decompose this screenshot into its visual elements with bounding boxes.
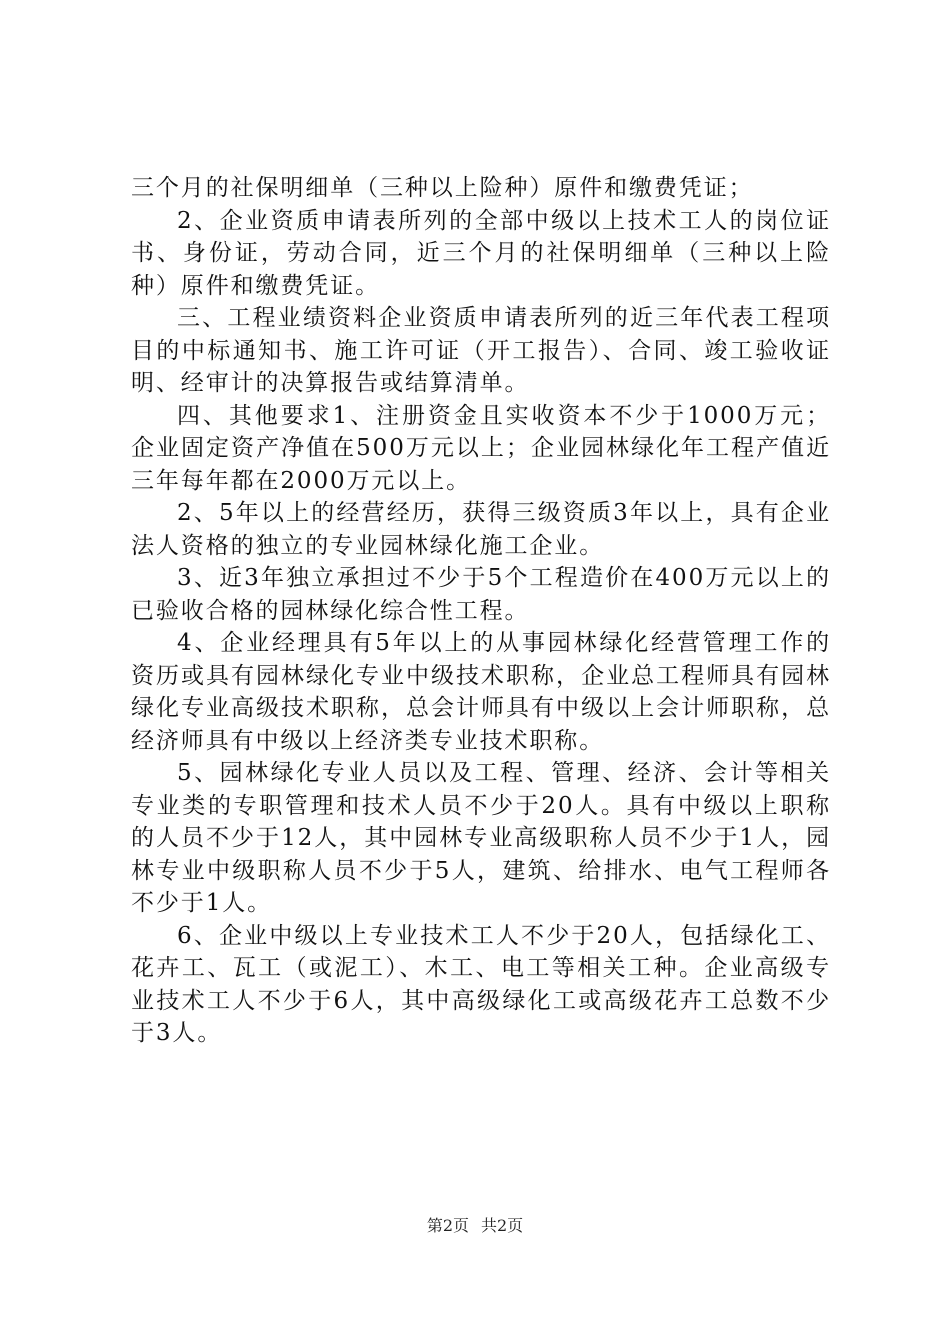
paragraph: 2、企业资质申请表所列的全部中级以上技术工人的岗位证书、身份证，劳动合同，近三个月的社保明细单（三种以上险种）原件和缴费凭证。 (131, 207, 831, 299)
page-total: 共2页 (481, 1216, 524, 1235)
page-number: 第2页 (426, 1216, 469, 1235)
paragraph: 四、其他要求1、注册资金且实收资本不少于1000万元；企业固定资产净值在500万元以上；企业园林绿化年工程产值近三年每年都在2000万元以上。 (131, 402, 831, 494)
paragraph: 2、5年以上的经营经历，获得三级资质3年以上，具有企业法人资格的独立的专业园林绿化施工企业。 (131, 500, 831, 559)
document-body (131, 172, 831, 1050)
paragraph: 3、近3年独立承担过不少于5个工程造价在400万元以上的已验收合格的园林绿化综合性工程。 (131, 565, 831, 624)
paragraph: 4、企业经理具有5年以上的从事园林绿化经营管理工作的资历或具有园林绿化专业中级技术职称，企业总工程师具有园林绿化专业高级技术职称，总会计师具有中级以上会计师职称，总经济师具有中级以上经济类专业技术职称。 (131, 630, 831, 754)
paragraph: 6、企业中级以上专业技术工人不少于20人，包括绿化工、花卉工、瓦工（或泥工）、木工、电工等相关工种。企业高级专业技术工人不少于6人，其中高级绿化工或高级花卉工总数不少于3人。 (131, 922, 831, 1046)
page-footer (0, 1213, 950, 1236)
paragraph: 5、园林绿化专业人员以及工程、管理、经济、会计等相关专业类的专职管理和技术人员不少于20人。具有中级以上职称的人员不少于12人，其中园林专业高级职称人员不少于1人，园林专业中级职称人员不少于5人，建筑、给排水、电气工程师各不少于1人。 (131, 760, 831, 916)
paragraph: 三、工程业绩资料企业资质申请表所列的近三年代表工程项目的中标通知书、施工许可证（开工报告）、合同、竣工验收证明、经审计的决算报告或结算清单。 (131, 305, 831, 396)
paragraph: 三个月的社保明细单（三种以上险种）原件和缴费凭证； (131, 175, 754, 201)
